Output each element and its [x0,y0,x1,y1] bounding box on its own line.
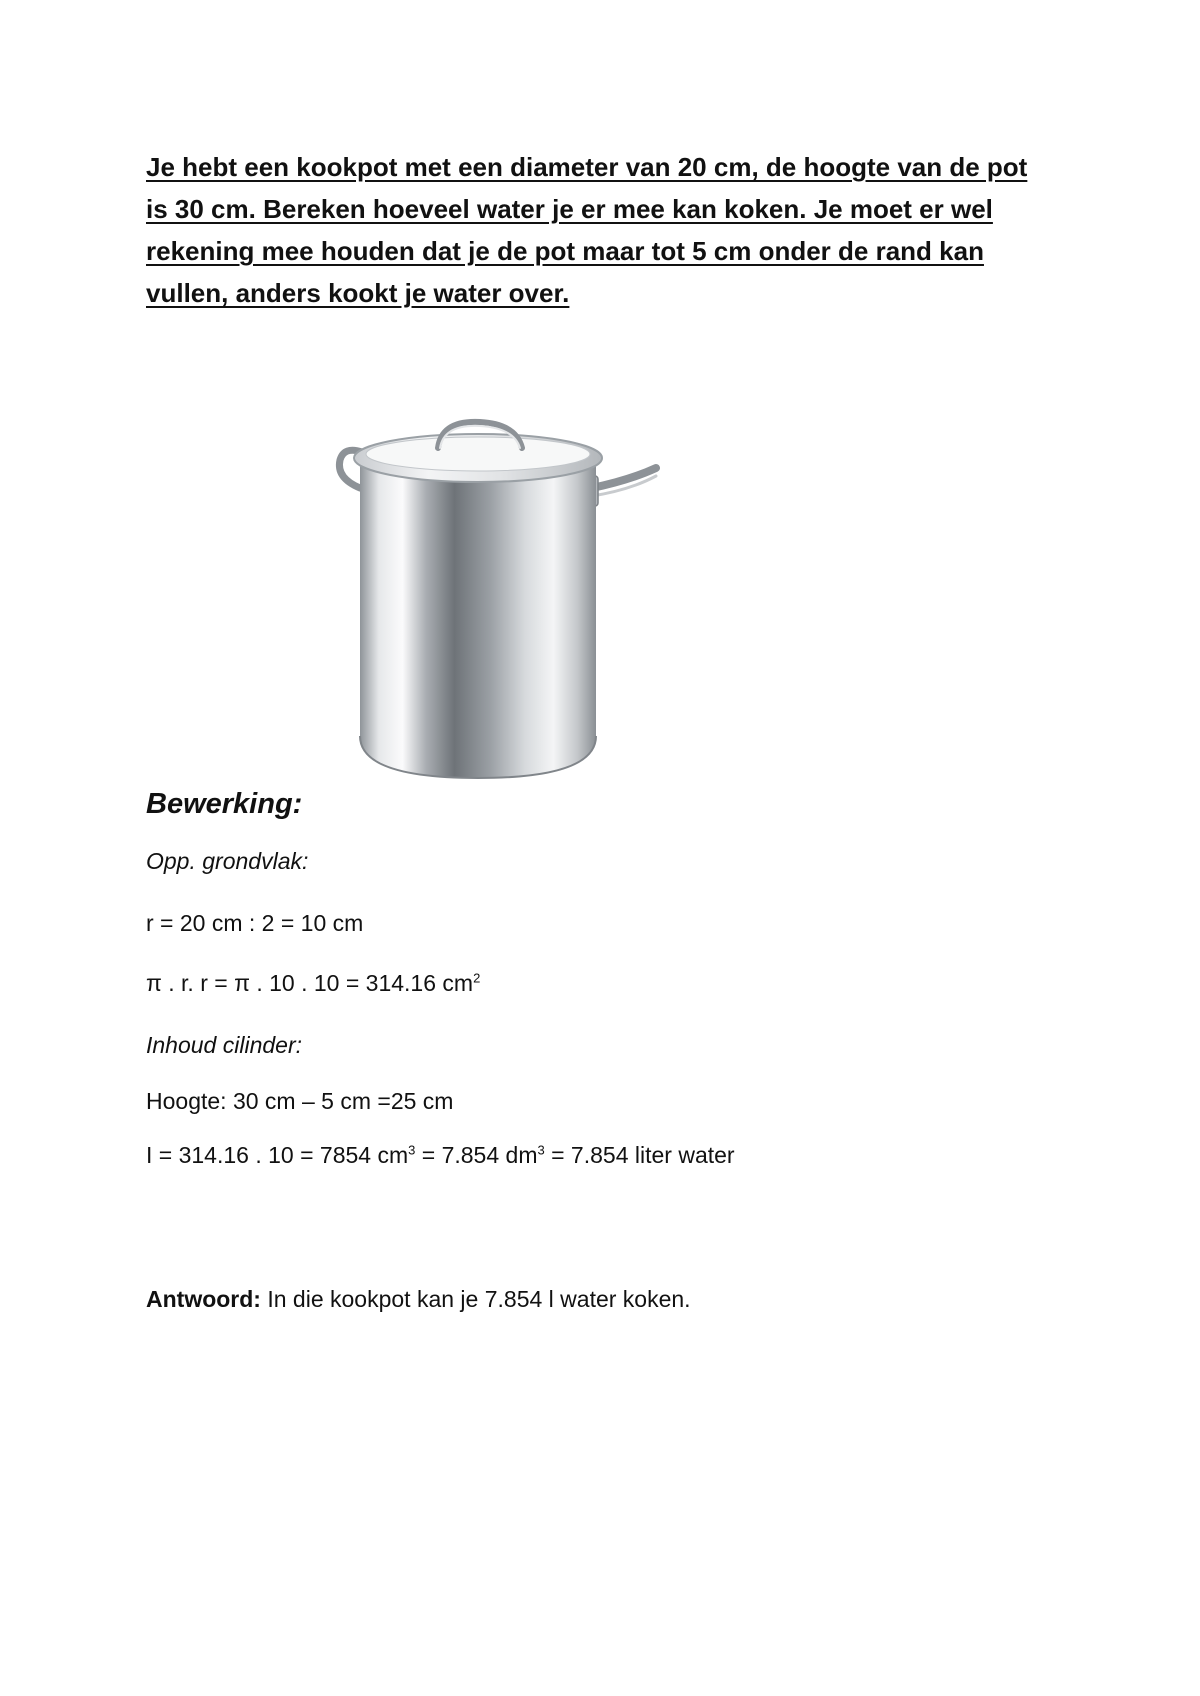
answer-label: Antwoord: [146,1286,261,1312]
height-calculation: Hoogte: 30 cm – 5 cm =25 cm [146,1088,454,1114]
volume-calculation [146,1142,735,1169]
volume-exponent-2: 3 [537,1142,545,1158]
volume-exponent-1: 3 [408,1142,416,1158]
radius-calculation: r = 20 cm : 2 = 10 cm [146,910,364,936]
volume-part-c: = 7.854 liter water [544,1142,735,1168]
answer-line [146,1286,691,1313]
answer-text: In die kookpot kan je 7.854 l water koken. [260,1286,691,1312]
base-area-label: Opp. grondvlak: [146,848,309,874]
area-unit-exponent: 2 [473,970,481,986]
work-heading: Bewerking: [146,788,303,820]
volume-part-a: I = 314.16 . 10 = 7854 cm [146,1142,409,1168]
volume-part-b: = 7.854 dm [415,1142,538,1168]
area-calculation [146,970,480,997]
question-text: Je hebt een kookpot met een diameter van 20 cm, de hoogte van de pot is 30 cm. Bereken hoeveel water je er mee kan koken. Je moet er wel rekening mee houden dat je de pot maar tot 5 cm onder de rand kan vullen, anders kookt je water over. [146,152,1028,308]
cooking-pot-icon [330,418,720,798]
volume-label: Inhoud cilinder: [146,1032,302,1058]
area-calculation-text: π . r. r = π . 10 . 10 = 314.16 cm [146,970,474,996]
